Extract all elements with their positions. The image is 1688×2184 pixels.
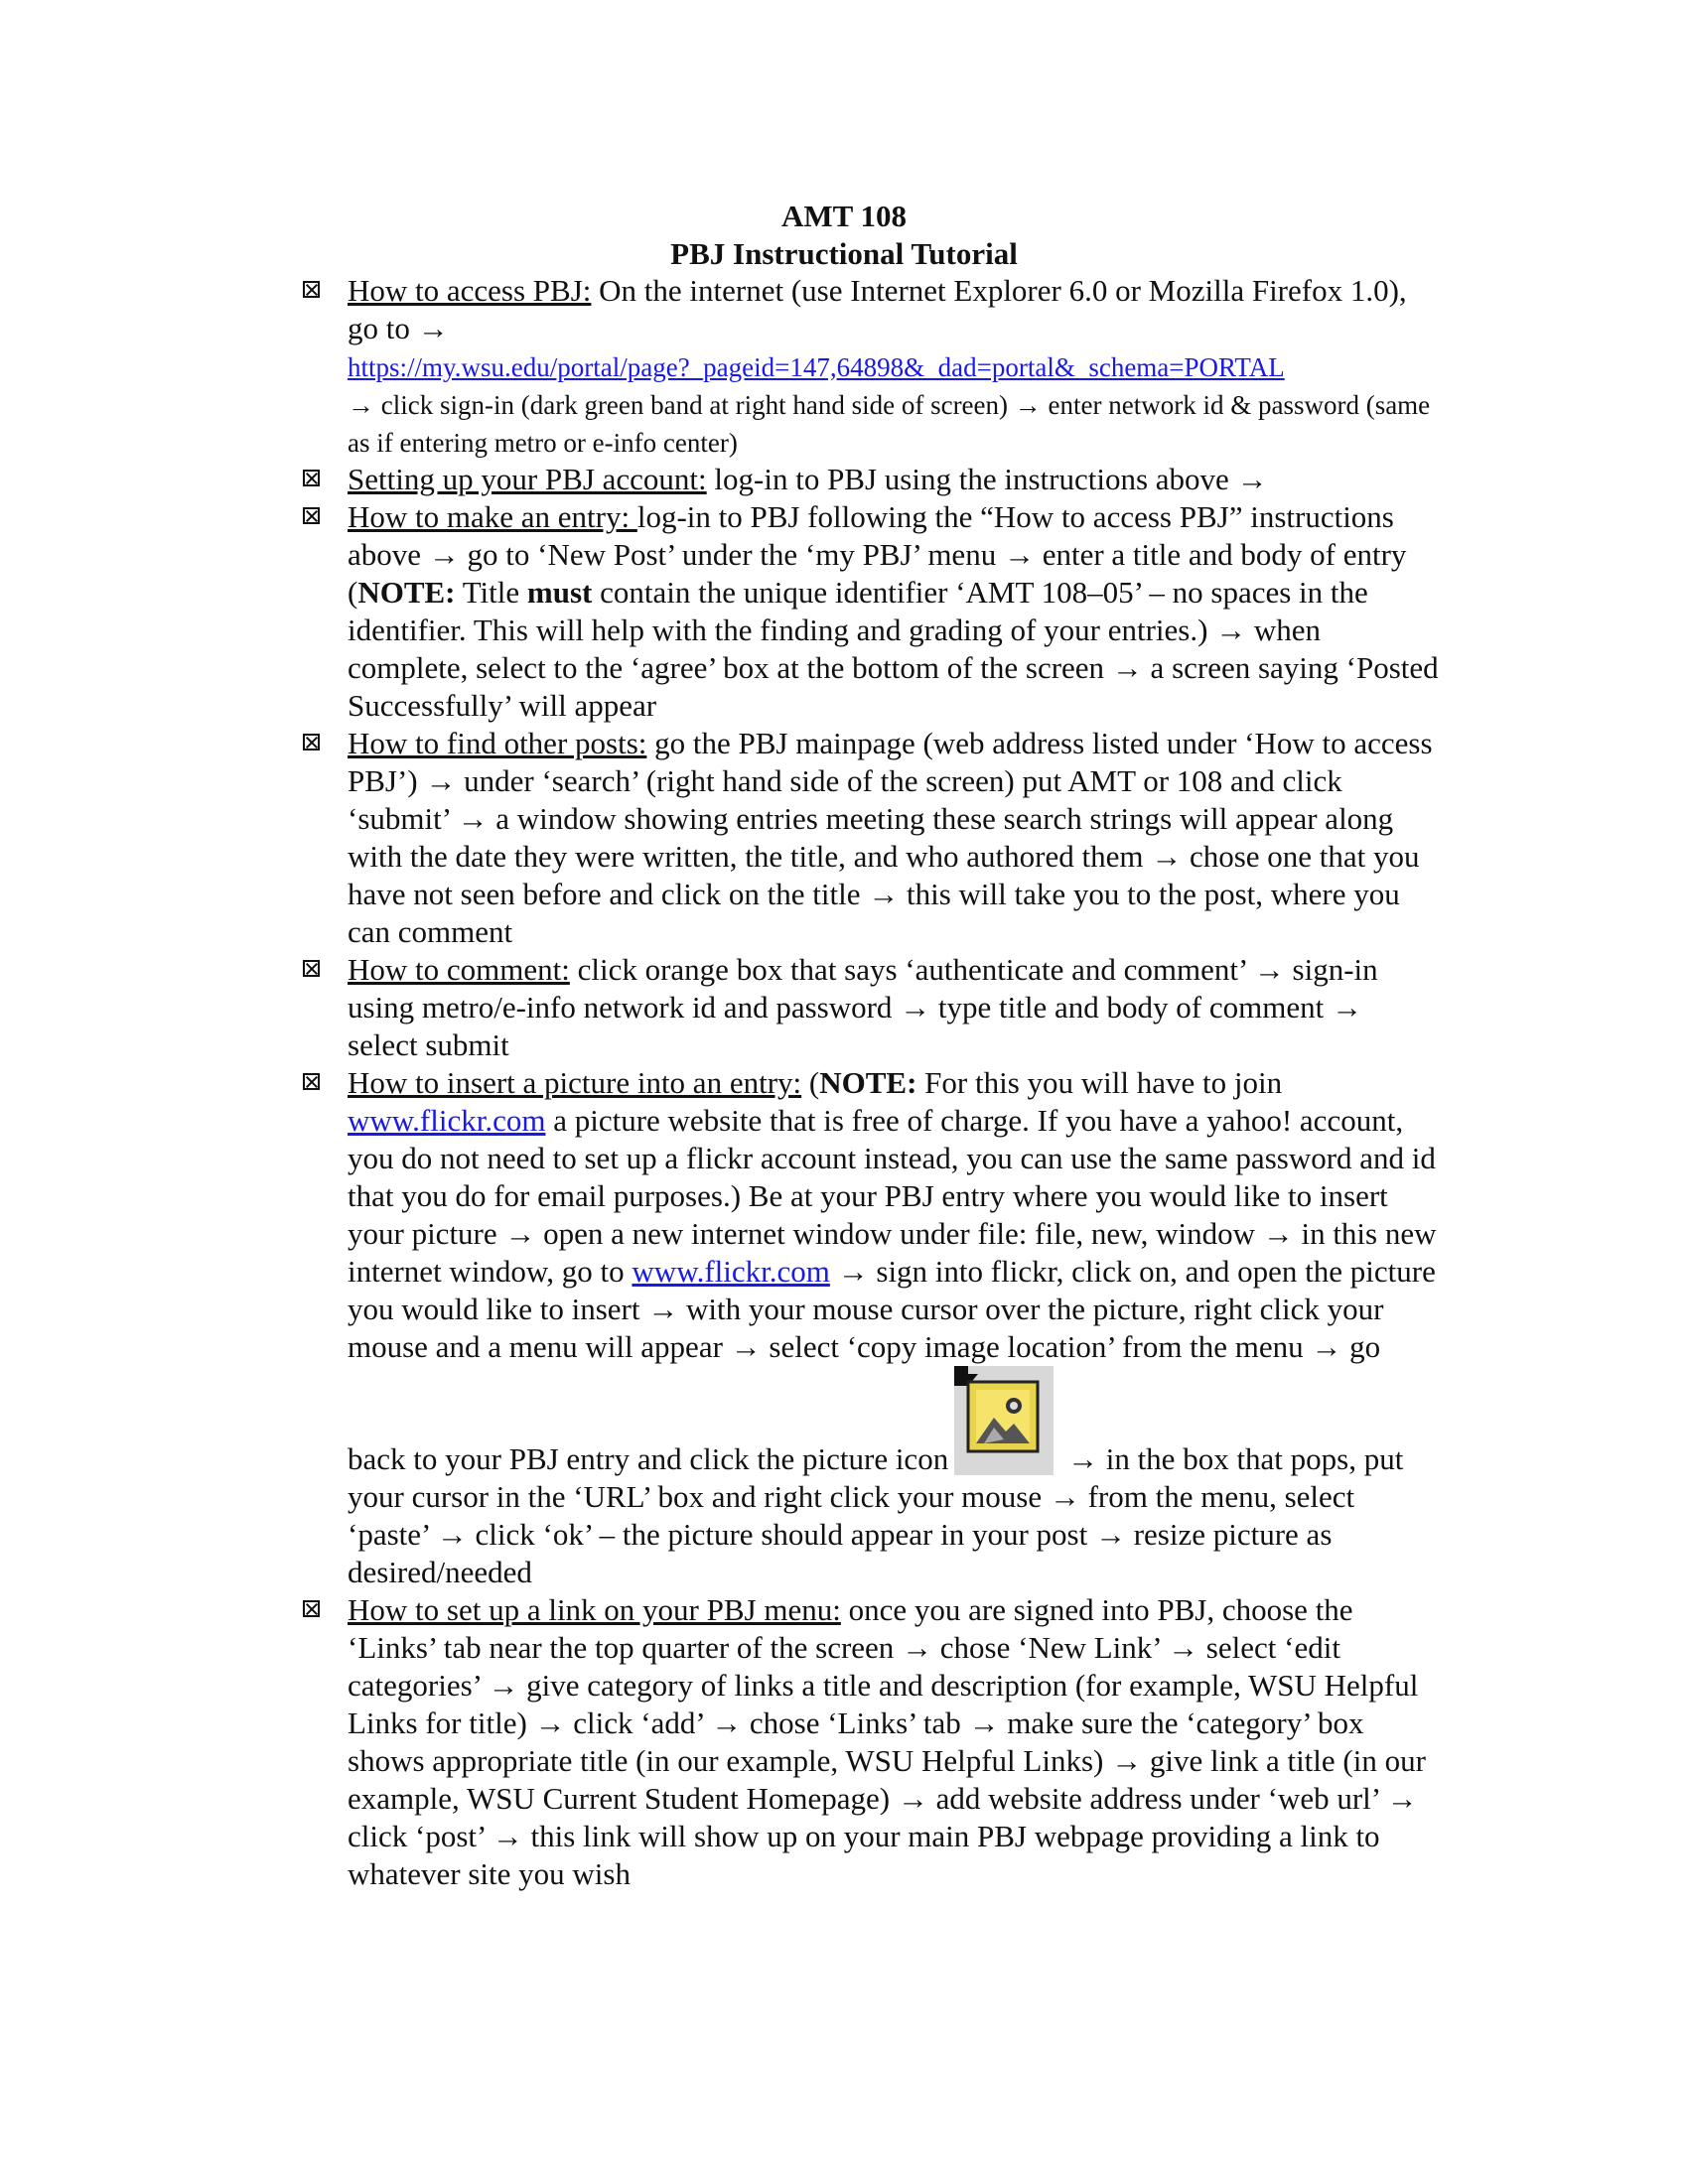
document-title: AMT 108 xyxy=(780,199,907,233)
item-heading: Setting up your PBJ account: xyxy=(348,462,707,496)
checkbox-bullet-icon xyxy=(303,1073,320,1090)
item-text: Title xyxy=(455,575,527,610)
checkbox-bullet-icon xyxy=(303,960,320,977)
checkbox-bullet-icon xyxy=(303,281,320,298)
checkbox-bullet-icon xyxy=(303,734,320,751)
note-label: NOTE: xyxy=(819,1065,917,1100)
item-text: → sign into flickr, click on, and open the picture you would like to insert → with your mouse cursor over the picture, right click your mouse and a menu will appear → select ‘copy image location’ from the menu → go back to your PBJ entry and click the picture icon xyxy=(348,1254,1436,1476)
item-text: log-in to PBJ following the “How to access PBJ” instructions above → go to ‘New Post’ under the ‘my PBJ’ menu → enter a title and body of entry ( xyxy=(348,499,1407,610)
item-heading: How to access PBJ: xyxy=(348,273,592,308)
item-text: → click sign-in (dark green band at right hand side of screen) → enter network id & password (same as if entering metro or e-info center) xyxy=(348,390,1431,458)
item-text: contain the unique identifier ‘AMT 108–05’ – no spaces in the identifier. This will help with the finding and grading of your entries.) → when complete, select to the ‘agree’ box at the bottom of the screen → a screen saying ‘Posted Successfully’ will appear xyxy=(348,575,1439,723)
item-text: a picture website that is free of charge. If you have a yahoo! account, you do not need to set up a flickr account instead, you can use the same password and id that you do for email purposes.) Be at your PBJ entry where you would like to insert your picture → open a new internet window under file: file, new, window → in this new internet window, go to xyxy=(348,1103,1437,1289)
list-item-access xyxy=(298,272,1440,461)
list-item-find-posts xyxy=(298,725,1440,951)
list-item-setup xyxy=(298,461,1440,498)
checkbox-bullet-icon xyxy=(303,507,320,524)
checkbox-bullet-icon xyxy=(303,470,320,486)
item-heading: How to comment: xyxy=(348,952,570,987)
list-item-setup-link xyxy=(298,1591,1440,1893)
item-heading: How to set up a link on your PBJ menu: xyxy=(348,1592,841,1627)
item-heading: How to make an entry: xyxy=(348,499,637,534)
note-label: NOTE: xyxy=(357,575,456,610)
item-text: once you are signed into PBJ, choose the ‘Links’ tab near the top quarter of the screen → chose ‘New Link’ → select ‘edit categories’ → give category of links a title and description (for example, WSU Helpful Links for title) → click ‘add’ → chose ‘Links’ tab → make sure the ‘category’ box shows appropriate title (in our example, WSU Helpful Links) → give link a title (in our example, WSU Current Student Homepage) → add website address under ‘web url’ → click ‘post’ → this link will show up on your main PBJ webpage providing a link to whatever site you wish xyxy=(348,1592,1426,1891)
picture-icon xyxy=(954,1366,1054,1475)
instruction-list xyxy=(298,272,1440,1893)
list-item-comment xyxy=(298,951,1440,1064)
item-text: ( xyxy=(801,1065,820,1100)
flickr-link[interactable]: www.flickr.com xyxy=(348,1103,546,1138)
portal-url-link[interactable]: https://my.wsu.edu/portal/page?_pageid=147,64898&_dad=portal&_schema=PORTAL xyxy=(348,352,1285,382)
title-block xyxy=(298,198,1390,273)
item-text: For this you will have to join xyxy=(916,1065,1283,1100)
item-text: → in the box that pops, put your cursor in the ‘URL’ box and right click your mouse → from the menu, select ‘paste’ → click ‘ok’ – the picture should appear in your post → resize picture as desired/needed xyxy=(348,1441,1404,1589)
list-item-insert-picture xyxy=(298,1064,1440,1591)
must-emphasis: must xyxy=(526,575,593,610)
flickr-link[interactable]: www.flickr.com xyxy=(632,1254,830,1289)
item-text: On the internet (use Internet Explorer 6.0 or Mozilla Firefox 1.0), go to → xyxy=(348,273,1407,345)
item-heading: How to insert a picture into an entry: xyxy=(348,1065,802,1100)
item-text: go the PBJ mainpage (web address listed under ‘How to access PBJ’) → under ‘search’ (right hand side of the screen) put AMT or 108 and click ‘submit’ → a window showing entries meeting these search strings will appear along with the date they were written, the title, and who authored them → chose one that you have not seen before and click on the title → this will take you to the post, where you can comment xyxy=(348,726,1433,949)
item-text: click orange box that says ‘authenticate and comment’ → sign-in using metro/e-info network id and password → type title and body of comment → select submit xyxy=(348,952,1378,1062)
list-item-make-entry xyxy=(298,498,1440,725)
item-heading: How to find other posts: xyxy=(348,726,647,760)
document-subtitle: PBJ Instructional Tutorial xyxy=(670,236,1018,271)
item-text: log-in to PBJ using the instructions above → xyxy=(706,462,1268,496)
checkbox-bullet-icon xyxy=(303,1600,320,1617)
